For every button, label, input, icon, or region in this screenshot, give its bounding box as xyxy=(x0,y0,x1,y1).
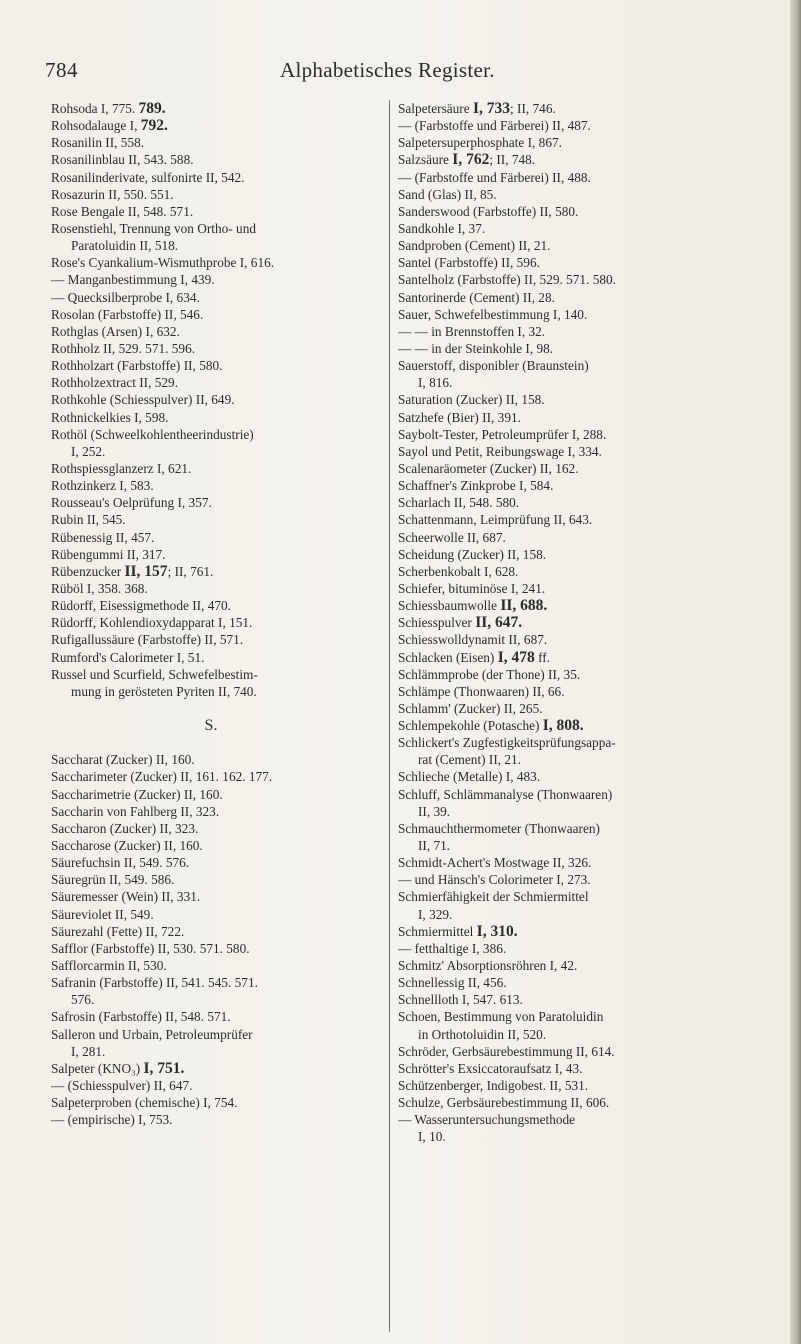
entry-text: Rufigallussäure (Farbstoffe) II, 571. xyxy=(51,632,244,648)
entry-text: Rosanilin II, 558. xyxy=(51,135,145,151)
entry-text: Rothholz II, 529. 571. 596. xyxy=(51,340,196,356)
index-entry xyxy=(51,117,391,134)
entry-text-tail: ff. xyxy=(534,649,551,665)
index-entry xyxy=(398,237,743,254)
main-reference: II, 647. xyxy=(475,614,523,632)
index-entry xyxy=(51,409,391,426)
main-reference: 789. xyxy=(138,100,166,117)
index-entry xyxy=(398,546,743,563)
entry-text: Rubin II, 545. xyxy=(51,512,126,528)
entry-text: — fetthaltige I, 386. xyxy=(398,940,507,956)
index-entry xyxy=(51,563,391,580)
entry-text: Salzsäure xyxy=(398,152,453,168)
index-entry xyxy=(398,991,743,1008)
index-entry xyxy=(51,631,391,648)
index-entry xyxy=(398,323,743,340)
index-entry xyxy=(398,1043,743,1060)
index-entry xyxy=(398,923,743,940)
running-title: Alphabetisches Register. xyxy=(280,58,495,82)
entry-text: Satzhefe (Bier) II, 391. xyxy=(398,409,521,425)
main-reference: 792. xyxy=(140,117,168,135)
entry-text: Rüböl I, 358. 368. xyxy=(51,580,148,596)
entry-text: Rüdorff, Kohlendioxydapparat I, 151. xyxy=(51,615,253,631)
entry-text: Sauerstoff, disponibler (Braunstein) xyxy=(398,358,589,374)
index-entry xyxy=(398,666,743,683)
index-entry xyxy=(51,254,391,271)
entry-text: Sand (Glas) II, 85. xyxy=(398,186,497,202)
index-entry xyxy=(51,751,391,768)
index-entry xyxy=(51,837,391,854)
entry-text: Rübengummi II, 317. xyxy=(51,546,166,562)
index-entry xyxy=(398,940,743,957)
main-reference: II, 157 xyxy=(124,562,168,580)
index-entry xyxy=(398,1008,743,1025)
main-reference: I, 751. xyxy=(143,1059,185,1077)
entry-text: Paratoluidin II, 518. xyxy=(71,238,179,254)
entry-text: Schrötter's Exsiccatoraufsatz I, 43. xyxy=(398,1060,583,1076)
entry-text: Schmauchthermometer (Thonwaaren) xyxy=(398,820,600,836)
index-entry xyxy=(51,1094,391,1111)
index-entry-continuation xyxy=(398,906,743,923)
index-entry xyxy=(51,854,391,871)
main-reference: I, 310. xyxy=(476,922,518,940)
entry-text: Rothnickelkies I, 598. xyxy=(51,409,169,425)
entry-text: Schützenberger, Indigobest. II, 531. xyxy=(398,1078,589,1094)
index-entry-continuation xyxy=(398,751,743,768)
entry-text: Salpetersäure xyxy=(398,101,473,116)
entry-text: I, 816. xyxy=(418,375,453,391)
entry-text: I, 329. xyxy=(418,906,453,922)
index-entry xyxy=(398,443,743,460)
entry-text: Säurezahl (Fette) II, 722. xyxy=(51,923,185,939)
column-divider xyxy=(389,100,390,1332)
entry-text: Sandkohle I, 37. xyxy=(398,220,486,236)
entry-text: I, 281. xyxy=(71,1043,106,1059)
index-entry xyxy=(398,717,743,734)
entry-text-tail: ; II, 761. xyxy=(167,563,214,579)
entry-text: I, 10. xyxy=(418,1129,446,1145)
entry-text: Rosanilinblau II, 543. 588. xyxy=(51,152,194,168)
index-entry xyxy=(51,786,391,803)
entry-text: — Manganbestimmung I, 439. xyxy=(51,272,215,288)
index-entry xyxy=(51,494,391,511)
index-entry xyxy=(51,888,391,905)
entry-text: Schiessbaumwolle xyxy=(398,598,501,614)
index-entry xyxy=(398,700,743,717)
entry-text: Rübenzucker xyxy=(51,563,125,579)
entry-text: Salpeter (KNO₃) xyxy=(51,1060,144,1076)
index-entry xyxy=(51,803,391,820)
index-entry xyxy=(398,254,743,271)
index-entry xyxy=(51,340,391,357)
index-entry xyxy=(51,1077,391,1094)
index-entry-continuation xyxy=(398,1128,743,1145)
index-entry xyxy=(51,597,391,614)
index-entry-continuation xyxy=(398,1026,743,1043)
main-reference: I, 808. xyxy=(542,717,584,735)
entry-text: — — in der Steinkohle I, 98. xyxy=(398,340,554,356)
index-entry xyxy=(398,597,743,614)
entry-text: Schlacken (Eisen) xyxy=(398,649,498,665)
entry-text: Rüdorff, Eisessigmethode II, 470. xyxy=(51,598,231,614)
index-entry xyxy=(51,1008,391,1025)
index-entry xyxy=(51,768,391,785)
entry-text: — (Schiesspulver) II, 647. xyxy=(51,1078,193,1094)
index-entry xyxy=(51,614,391,631)
entry-text: Säureviolet II, 549. xyxy=(51,906,154,922)
entry-text: Säuregrün II, 549. 586. xyxy=(51,872,175,888)
entry-text: — (Farbstoffe und Färberei) II, 487. xyxy=(398,118,591,134)
index-entry xyxy=(398,974,743,991)
index-entry xyxy=(51,1026,391,1043)
index-entry-continuation xyxy=(398,374,743,391)
index-entry xyxy=(398,151,743,168)
index-entry xyxy=(398,768,743,785)
index-entry xyxy=(51,906,391,923)
entry-text: Rothholzart (Farbstoffe) II, 580. xyxy=(51,358,223,374)
entry-text: Sauer, Schwefelbestimmung I, 140. xyxy=(398,306,588,322)
entry-text-tail: ; II, 746. xyxy=(510,101,556,116)
entry-text: Saturation (Zucker) II, 158. xyxy=(398,392,545,408)
entry-text: Rosanilinderivate, sulfonirte II, 542. xyxy=(51,169,245,185)
entry-text: Schluff, Schlämmanalyse (Thonwaaren) xyxy=(398,786,613,802)
entry-text: Santelholz (Farbstoffe) II, 529. 571. 580. xyxy=(398,272,617,288)
entry-text: Schlamm' (Zucker) II, 265. xyxy=(398,700,543,716)
index-entry xyxy=(51,323,391,340)
entry-text: Schulze, Gerbsäurebestimmung II, 606. xyxy=(398,1095,610,1111)
entry-text: Rousseau's Oelprüfung I, 357. xyxy=(51,495,212,511)
index-entry xyxy=(398,683,743,700)
entry-text: Schlämpe (Thonwaaren) II, 66. xyxy=(398,683,565,699)
index-entry xyxy=(398,426,743,443)
index-entry xyxy=(398,460,743,477)
index-entry-continuation xyxy=(398,803,743,820)
entry-text: Rothglas (Arsen) I, 632. xyxy=(51,323,180,339)
page-header xyxy=(0,58,790,90)
index-entry xyxy=(398,511,743,528)
entry-text: Rosazurin II, 550. 551. xyxy=(51,186,174,202)
entry-text: Salpeterproben (chemische) I, 754. xyxy=(51,1095,238,1111)
entry-text: Rosenstiehl, Trennung von Ortho- und xyxy=(51,220,256,236)
index-entry xyxy=(398,957,743,974)
index-entry xyxy=(398,494,743,511)
entry-text: Scalenaräometer (Zucker) II, 162. xyxy=(398,460,579,476)
entry-text: Rothzinkerz I, 583. xyxy=(51,478,154,494)
entry-text: Schlempekohle (Potasche) xyxy=(398,718,543,734)
entry-text: Sayol und Petit, Reibungswage I, 334. xyxy=(398,443,602,459)
index-entry xyxy=(398,203,743,220)
index-entry xyxy=(51,871,391,888)
main-reference: I, 762 xyxy=(452,151,490,169)
index-entry xyxy=(398,649,743,666)
entry-text: I, 252. xyxy=(71,443,106,459)
index-entry xyxy=(51,220,391,237)
index-entry xyxy=(398,734,743,751)
index-entry xyxy=(398,580,743,597)
entry-text: Schattenmann, Leimprüfung II, 643. xyxy=(398,512,593,528)
entry-text: II, 71. xyxy=(418,838,451,854)
entry-text: Safrosin (Farbstoffe) II, 548. 571. xyxy=(51,1009,231,1025)
entry-text: Rothholzextract II, 529. xyxy=(51,375,179,391)
entry-text: Rose's Cyankalium-Wismuthprobe I, 616. xyxy=(51,255,275,271)
index-entry xyxy=(51,511,391,528)
index-entry xyxy=(51,426,391,443)
index-entry-continuation xyxy=(51,237,391,254)
page-number: 784 xyxy=(45,58,78,82)
entry-text: Schmidt-Achert's Mostwage II, 326. xyxy=(398,855,592,871)
index-entry xyxy=(398,306,743,323)
index-entry xyxy=(398,117,743,134)
entry-text: Scheidung (Zucker) II, 158. xyxy=(398,546,547,562)
entry-text: Schmierfähigkeit der Schmiermittel xyxy=(398,889,589,905)
index-entry xyxy=(51,460,391,477)
entry-text: Santel (Farbstoffe) II, 596. xyxy=(398,255,540,271)
entry-text: Santorinerde (Cement) II, 28. xyxy=(398,289,555,305)
entry-text: Russel und Scurfield, Schwefelbestim- xyxy=(51,666,258,682)
entry-text: Schlämmprobe (der Thone) II, 35. xyxy=(398,666,581,682)
index-entry xyxy=(398,134,743,151)
index-entry xyxy=(398,529,743,546)
section-letter: S. xyxy=(204,717,218,735)
entry-text: — Wasseruntersuchungsmethode xyxy=(398,1112,576,1128)
index-entry xyxy=(398,340,743,357)
index-entry xyxy=(51,100,391,117)
entry-text: Saccharin von Fahlberg II, 323. xyxy=(51,803,220,819)
entry-text: Salpetersuperphosphate I, 867. xyxy=(398,135,562,151)
main-reference: I, 733 xyxy=(472,100,510,117)
entry-text: Saccharon (Zucker) II, 323. xyxy=(51,820,199,836)
main-reference: II, 688. xyxy=(500,597,548,615)
entry-text: Säurefuchsin II, 549. 576. xyxy=(51,855,190,871)
index-entry xyxy=(398,289,743,306)
entry-text: Saccharimeter (Zucker) II, 161. 162. 177. xyxy=(51,769,273,785)
entry-text: Schiesspulver xyxy=(398,615,476,631)
index-entry xyxy=(51,1111,391,1128)
index-entry xyxy=(398,357,743,374)
entry-text: Safflorcarmin II, 530. xyxy=(51,958,167,974)
entry-text: Saccharose (Zucker) II, 160. xyxy=(51,838,203,854)
entry-text: Scherbenkobalt I, 628. xyxy=(398,563,519,579)
index-entry xyxy=(51,289,391,306)
index-entry-continuation xyxy=(51,991,391,1008)
index-entry xyxy=(398,1111,743,1128)
index-entry xyxy=(51,649,391,666)
index-entry xyxy=(398,1077,743,1094)
entry-text: Rohsoda I, 775. xyxy=(51,101,139,116)
index-entry xyxy=(51,357,391,374)
index-entry xyxy=(398,631,743,648)
index-entry xyxy=(398,563,743,580)
index-entry xyxy=(398,1094,743,1111)
entry-text: Scharlach II, 548. 580. xyxy=(398,495,520,511)
spacer xyxy=(51,700,391,717)
entry-text: Saccharimetrie (Zucker) II, 160. xyxy=(51,786,223,802)
index-entry xyxy=(398,391,743,408)
index-column-right xyxy=(398,100,743,1146)
entry-text: Schmitz' Absorptionsröhren I, 42. xyxy=(398,958,578,974)
entry-text: Schnellessig II, 456. xyxy=(398,975,507,991)
entry-text: II, 39. xyxy=(418,803,451,819)
index-entry xyxy=(51,923,391,940)
index-entry xyxy=(398,786,743,803)
entry-text: — (Farbstoffe und Färberei) II, 488. xyxy=(398,169,591,185)
index-entry xyxy=(51,271,391,288)
entry-text: — und Hänsch's Colorimeter I, 273. xyxy=(398,872,591,888)
entry-text: in Orthotoluidin II, 520. xyxy=(418,1026,547,1042)
index-entry-continuation xyxy=(51,1043,391,1060)
index-entry xyxy=(51,134,391,151)
entry-text: Säuremesser (Wein) II, 331. xyxy=(51,889,201,905)
index-entry-continuation xyxy=(398,837,743,854)
index-entry xyxy=(398,409,743,426)
index-entry xyxy=(51,957,391,974)
entry-text: Rothöl (Schweelkohlentheerindustrie) xyxy=(51,426,254,442)
entry-text: Schaffner's Zinkprobe I, 584. xyxy=(398,478,554,494)
entry-text: Saccharat (Zucker) II, 160. xyxy=(51,752,195,768)
index-entry xyxy=(398,100,743,117)
index-entry xyxy=(398,854,743,871)
entry-text: Rothspiessglanzerz I, 621. xyxy=(51,460,192,476)
entry-text: Sandproben (Cement) II, 21. xyxy=(398,238,551,254)
entry-text: 576. xyxy=(71,992,95,1008)
entry-text: Sanderswood (Farbstoffe) II, 580. xyxy=(398,203,579,219)
entry-text: Schröder, Gerbsäurebestimmung II, 614. xyxy=(398,1043,615,1059)
index-entry xyxy=(398,871,743,888)
index-entry xyxy=(398,220,743,237)
index-entry xyxy=(51,151,391,168)
index-entry xyxy=(51,169,391,186)
entry-text: — (empirische) I, 753. xyxy=(51,1112,173,1128)
page-edge xyxy=(790,0,801,1344)
entry-text: Safranin (Farbstoffe) II, 541. 545. 571. xyxy=(51,975,258,991)
index-entry xyxy=(398,820,743,837)
entry-text: Rothkohle (Schiesspulver) II, 649. xyxy=(51,392,235,408)
index-entry xyxy=(51,477,391,494)
spacer xyxy=(51,734,391,751)
entry-text: Rosolan (Farbstoffe) II, 546. xyxy=(51,306,204,322)
index-entry xyxy=(398,888,743,905)
index-entry xyxy=(51,1060,391,1077)
index-entry xyxy=(51,529,391,546)
entry-text: Scheerwolle II, 687. xyxy=(398,529,506,545)
index-entry xyxy=(398,614,743,631)
entry-text: Schmiermittel xyxy=(398,923,477,939)
index-entry xyxy=(398,186,743,203)
index-entry xyxy=(51,374,391,391)
index-entry xyxy=(51,186,391,203)
index-entry xyxy=(51,820,391,837)
main-reference: I, 478 xyxy=(497,648,535,666)
entry-text: Safflor (Farbstoffe) II, 530. 571. 580. xyxy=(51,940,250,956)
index-entry xyxy=(51,203,391,220)
index-column-left xyxy=(51,100,391,1128)
entry-text: Schiefer, bituminöse I, 241. xyxy=(398,580,546,596)
index-entry xyxy=(51,666,391,683)
entry-text: rat (Cement) II, 21. xyxy=(418,752,522,768)
index-entry xyxy=(51,546,391,563)
index-entry xyxy=(51,306,391,323)
index-entry xyxy=(51,580,391,597)
entry-text: Schoen, Bestimmung von Paratoluidin xyxy=(398,1009,604,1025)
entry-text: Schnellloth I, 547. 613. xyxy=(398,992,523,1008)
entry-text: Rübenessig II, 457. xyxy=(51,529,155,545)
entry-text: Schlieche (Metalle) I, 483. xyxy=(398,769,541,785)
index-entry xyxy=(398,271,743,288)
index-entry xyxy=(398,169,743,186)
entry-text: — — in Brennstoffen I, 32. xyxy=(398,323,546,339)
index-entry xyxy=(51,391,391,408)
index-entry-continuation xyxy=(51,443,391,460)
index-entry xyxy=(51,974,391,991)
index-entry xyxy=(51,940,391,957)
index-entry xyxy=(398,1060,743,1077)
entry-text: mung in gerösteten Pyriten II, 740. xyxy=(71,683,257,699)
entry-text: Schlickert's Zugfestigkeitsprüfungsappa- xyxy=(398,735,616,751)
entry-text: — Quecksilberprobe I, 634. xyxy=(51,289,200,305)
entry-text: Rose Bengale II, 548. 571. xyxy=(51,203,194,219)
entry-text: Rohsodalauge I, xyxy=(51,118,141,134)
index-entry-continuation xyxy=(51,683,391,700)
index-entry xyxy=(398,477,743,494)
entry-text: Salleron und Urbain, Petroleumprüfer xyxy=(51,1026,253,1042)
entry-text-tail: ; II, 748. xyxy=(489,152,536,168)
entry-text: Schiesswolldynamit II, 687. xyxy=(398,632,548,648)
entry-text: Saybolt-Tester, Petroleumprüfer I, 288. xyxy=(398,426,607,442)
entry-text: Rumford's Calorimeter I, 51. xyxy=(51,649,205,665)
